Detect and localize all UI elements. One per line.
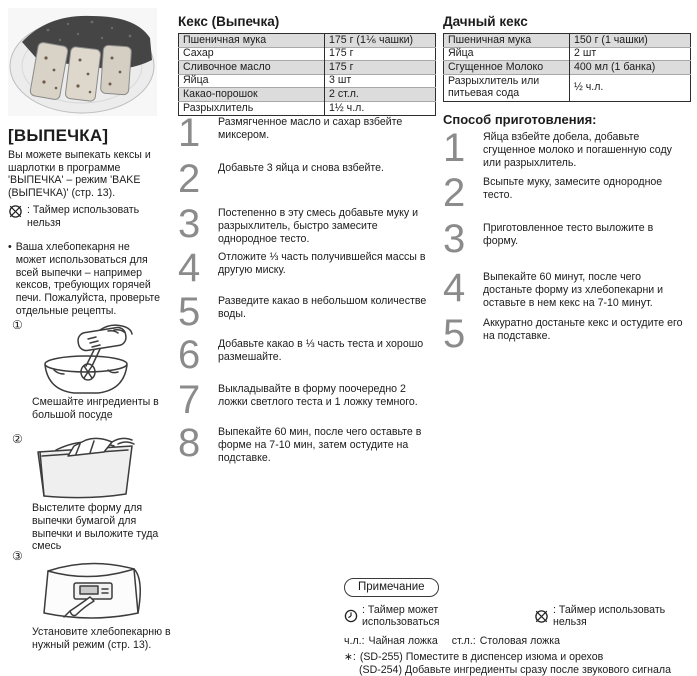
abbr2-label: ст.л.: bbox=[451, 635, 476, 647]
abbr1-label: ч.л.: bbox=[344, 635, 365, 647]
star-marker: ∗: bbox=[344, 651, 356, 663]
step: 2 Добавьте 3 яйца и снова взбейте. bbox=[178, 157, 384, 201]
table-row: Разрыхлитель или питьевая сода ½ ч.л. bbox=[444, 74, 691, 101]
recipe1-title: Кекс (Выпечка) bbox=[178, 14, 280, 29]
recipe2-title: Дачный кекс bbox=[443, 14, 528, 29]
step: 3 Постепенно в эту смесь добавьте муку и разрыхлитель, быстро замесите однородное тесто. bbox=[178, 202, 419, 246]
table-row: Пшеничная мука 175 г (1⅙ чашки) bbox=[179, 34, 436, 48]
step: 7 Выкладывайте в форму поочередно 2 ложки светлого теста и 1 ложку темного. bbox=[178, 378, 418, 422]
timer-legend bbox=[344, 604, 696, 628]
step: 3 Приготовленное тесто выложите в форму. bbox=[443, 217, 654, 261]
timer-no-label: : Таймер использовать нельзя bbox=[553, 604, 666, 628]
mixer-illustration bbox=[28, 322, 150, 396]
pan-illustration bbox=[28, 434, 148, 500]
table-row: Разрыхлитель 1½ ч.л. bbox=[179, 101, 436, 115]
bullet-marker: • bbox=[8, 241, 12, 253]
star-line1: (SD-255) Поместите в диспенсер изюма и орехов bbox=[359, 651, 604, 663]
step-number: 2 bbox=[443, 171, 466, 215]
caution-text: Ваша хлебопекарня не может использоваться для всей выпечки – например кексов, требующих горячей печи. Пожалуйста, проверьте отдельные рецепты. bbox=[15, 241, 161, 317]
step: 4 Выпекайте 60 минут, после чего достаньте форму из хлебопекарни и оставьте в нем кекс на 7-10 минут. bbox=[443, 266, 664, 310]
step-number: 4 bbox=[178, 246, 201, 290]
step-number: 4 bbox=[443, 266, 466, 310]
abbreviation-legend bbox=[344, 635, 696, 647]
step-number: 1 bbox=[443, 126, 466, 170]
no-timer-note bbox=[8, 204, 158, 229]
step-number: 3 bbox=[443, 217, 466, 261]
note-section bbox=[344, 578, 696, 676]
step: 6 Добавьте какао в ⅓ часть теста и хорошо размешайте. bbox=[178, 333, 424, 377]
table-row: Какао-порошок 2 ст.л. bbox=[179, 88, 436, 102]
step-number: 6 bbox=[178, 333, 201, 377]
crossed-clock-icon bbox=[8, 204, 23, 219]
table-row: Сливочное масло 175 г bbox=[179, 61, 436, 75]
cake-photo bbox=[8, 8, 157, 116]
recipe1-steps bbox=[178, 0, 435, 664]
step: 8 Выпекайте 60 мин, после чего оставьте в форме на 7-10 мин, затем остудите на подставке. bbox=[178, 421, 422, 465]
caution-bullet bbox=[8, 241, 162, 318]
crossed-clock-icon bbox=[534, 609, 549, 624]
step: 4 Отложите ⅓ часть получившейся массы в другую миску. bbox=[178, 246, 426, 290]
step-number: 3 bbox=[178, 202, 201, 246]
star-note-2: (SD-254) Добавьте ингредиенты сразу после звукового сигнала bbox=[359, 664, 671, 676]
no-timer-label: : Таймер использовать нельзя bbox=[27, 204, 140, 229]
clock-icon bbox=[344, 609, 358, 623]
recipe2-steps bbox=[443, 0, 690, 664]
step: 5 Разведите какао в небольшом количестве воды. bbox=[178, 290, 427, 334]
abbr1-text: Чайная ложка bbox=[368, 635, 438, 647]
figure-2-caption: Выстелите форму для выпечки бумагой для выпечки и выложите туда смесь bbox=[32, 502, 159, 553]
table-row: Яйца 3 шт bbox=[179, 74, 436, 88]
step-number: 2 bbox=[178, 157, 201, 201]
figure-2-marker: ② bbox=[12, 432, 23, 446]
breadmaker-illustration bbox=[30, 553, 154, 623]
step: 2 Всыпьте муку, замесите однородное тесто. bbox=[443, 171, 663, 215]
figure-1-caption: Смешайте ингредиенты в большой посуде bbox=[32, 396, 159, 421]
figure-3-caption: Установите хлебопекарню в нужный режим (стр. 13). bbox=[32, 626, 171, 651]
figure-3-marker: ③ bbox=[12, 549, 23, 563]
section-intro: Вы можете выпекать кексы и шарлотки в программе 'ВЫПЕЧКА' – режим 'BAKE (ВЫПЕЧКА)' (стр. 13). bbox=[8, 149, 151, 199]
step: 1 Размягченное масло и сахар взбейте миксером. bbox=[178, 111, 403, 155]
timer-ok-label: : Таймер может использоваться bbox=[362, 604, 440, 628]
note-title: Примечание bbox=[344, 578, 439, 597]
table-row: Пшеничная мука 150 г (1 чашки) bbox=[444, 34, 691, 48]
section-title: [ВЫПЕЧКА] bbox=[8, 126, 109, 145]
step-number: 5 bbox=[178, 290, 201, 334]
table-row: Сгущенное Молоко 400 мл (1 банка) bbox=[444, 61, 691, 75]
table-row: Сахар 175 г bbox=[179, 47, 436, 61]
step-number: 7 bbox=[178, 378, 201, 422]
step-number: 5 bbox=[443, 312, 466, 356]
star-note bbox=[344, 651, 696, 663]
step-number: 8 bbox=[178, 421, 201, 465]
step: 1 Яйца взбейте добела, добавьте сгущенное молоко и погашенную соду или разрыхлитель. bbox=[443, 126, 672, 170]
table-row: Яйца 2 шт bbox=[444, 47, 691, 61]
figure-1-marker: ① bbox=[12, 318, 23, 332]
abbr2-text: Столовая ложка bbox=[479, 635, 560, 647]
step-number: 1 bbox=[178, 111, 201, 155]
step: 5 Аккуратно достаньте кекс и остудите его на подставке. bbox=[443, 312, 683, 356]
method-title: Способ приготовления: bbox=[443, 112, 597, 127]
